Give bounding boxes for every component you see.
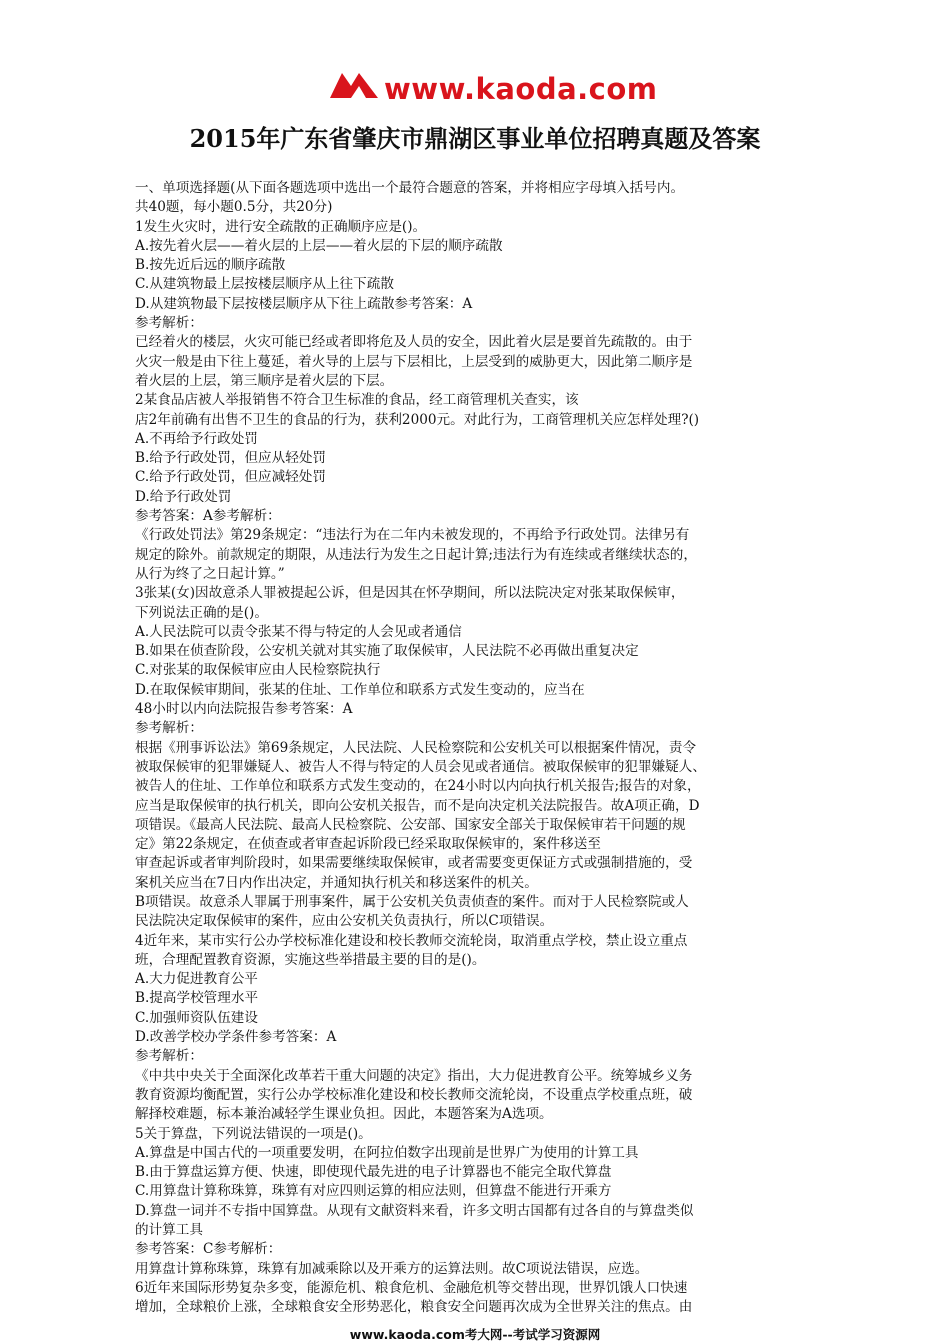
text-line: C.给予行政处罚，但应减轻处罚: [135, 469, 326, 486]
text-line: A.大力促进教育公平: [135, 971, 258, 988]
text-line: B.如果在侦查阶段，公安机关就对其实施了取保候审，人民法院不必再做出重复决定: [135, 643, 639, 660]
text-line: A.按先着火层——着火层的上层——着火层的下层的顺序疏散: [135, 237, 503, 254]
text-line: 定》第22条规定，在侦查或者审查起诉阶段已经采取取保候审的，案件移送至: [135, 836, 601, 853]
text-line: 火灾一般是由下往上蔓延，着火导的上层与下层相比，上层受到的威胁更大，因此第二顺序是: [135, 353, 693, 370]
text-line: 的计算工具: [135, 1222, 203, 1239]
text-line: 着火层的上层，第三顺序是着火层的下层。: [135, 372, 394, 389]
text-line: D.从建筑物最下层按楼层顺序从下往上疏散参考答案：A: [135, 295, 473, 312]
text-line: 教育资源均衡配置，实行公办学校标准化建设和校长教师交流轮岗，不设重点学校重点班，破: [135, 1086, 693, 1103]
text-line: 班，合理配置教育资源，实施这些举措最主要的目的是()。: [135, 951, 486, 968]
text-line: 被告人的住址、工作单位和联系方式发生变动的，在24小时以内向执行机关报告;报告的对象，: [135, 778, 701, 795]
text-line: 被取保候审的犯罪嫌疑人、被告人不得与特定的人员会见或者通信。被取保候审的犯罪嫌疑人、: [135, 758, 706, 775]
text-line: 共40题，每小题0.5分，共20分): [135, 199, 333, 216]
kaoda-logo-icon: [328, 70, 380, 100]
text-line: D.在取保候审期间，张某的住址、工作单位和联系方式发生变动的，应当在: [135, 681, 585, 698]
footer-text[interactable]: www.kaoda.com考大网--考试学习资源网: [349, 1327, 601, 1342]
text-line: D.给予行政处罚: [135, 488, 232, 505]
text-line: 参考答案：A参考解析：: [135, 508, 281, 525]
text-line: 参考答案：C参考解析：: [135, 1241, 282, 1258]
document-body: [135, 179, 827, 1318]
text-line: 店2年前确有出售不卫生的食品的行为，获利2000元。对此行为，工商管理机关应怎样处理?(): [135, 411, 700, 428]
text-line: C.对张某的取保候审应由人民检察院执行: [135, 662, 381, 679]
site-url: www.kaoda.com: [384, 72, 658, 106]
text-line: 应当是取保候审的执行机关，即向公安机关报告，而不是向决定机关法院报告。故A项正确，D: [135, 797, 700, 814]
text-line: 一、单项选择题(从下面各题选项中选出一个最符合题意的答案，并将相应字母填入括号内。: [135, 180, 685, 196]
text-line: 2某食品店被人举报销售不符合卫生标准的食品，经工商管理机关查实，该: [135, 392, 579, 409]
text-line: 增加，全球粮价上涨，全球粮食安全形势恶化，粮食安全问题再次成为全世界关注的焦点。由: [135, 1299, 693, 1316]
text-line: 1发生火灾时，进行安全疏散的正确顺序应是()。: [135, 218, 427, 235]
text-line: A.算盘是中国古代的一项重要发明，在阿拉伯数字出现前是世界广为使用的计算工具: [135, 1144, 639, 1161]
text-line: B.提高学校管理水平: [135, 990, 259, 1007]
text-line: 48小时以内向法院报告参考答案：A: [135, 701, 353, 718]
text-line: 审查起诉或者审判阶段时，如果需要继续取保候审，或者需要变更保证方式或强制措施的，受: [135, 855, 693, 872]
text-line: C.从建筑物最上层按楼层顺序从上往下疏散: [135, 276, 394, 293]
text-line: A.不再给予行政处罚: [135, 430, 258, 447]
text-line: 参考解析：: [135, 720, 203, 737]
text-line: A.人民法院可以责令张某不得与特定的人会见或者通信: [135, 623, 462, 640]
text-line: 解择校难题，标本兼治减轻学生课业负担。因此，本题答案为A选项。: [135, 1106, 553, 1123]
text-line: 用算盘计算称珠算，珠算有加减乘除以及开乘方的运算法则。故C项说法错误，应选。: [135, 1260, 649, 1277]
site-logo[interactable]: [0, 66, 950, 110]
text-line: 下列说法正确的是()。: [135, 604, 268, 621]
text-line: 规定的除外。前款规定的期限，从违法行为发生之日起计算;违法行为有连续或者继续状态的，: [135, 546, 697, 563]
text-line: 根据《刑事诉讼法》第69条规定，人民法院、人民检察院和公安机关可以根据案件情况，责令: [135, 739, 697, 756]
text-line: 《中共中央关于全面深化改革若干重大问题的决定》指出，大力促进教育公平。统筹城乡义务: [135, 1067, 693, 1084]
page-title: 2015年广东省肇庆市鼎湖区事业单位招聘真题及答案: [189, 124, 761, 153]
text-line: B.按先近后远的顺序疏散: [135, 257, 286, 274]
text-line: 已经着火的楼层，火灾可能已经或者即将危及人员的安全，因此着火层是要首先疏散的。由于: [135, 334, 693, 351]
text-line: 4近年来，某市实行公办学校标准化建设和校长教师交流轮岗，取消重点学校，禁止设立重点: [135, 932, 688, 949]
text-line: 参考解析：: [135, 315, 203, 332]
text-line: D.算盘一词并不专指中国算盘。从现有文献资料来看，许多文明古国都有过各自的与算盘类似: [135, 1202, 694, 1219]
text-line: C.用算盘计算称珠算，珠算有对应四则运算的相应法则，但算盘不能进行开乘方: [135, 1183, 612, 1200]
text-line: 《行政处罚法》第29条规定：“违法行为在二年内未被发现的，不再给予行政处罚。法律另有: [135, 527, 690, 544]
text-line: D.改善学校办学条件参考答案：A: [135, 1029, 337, 1046]
text-line: B.由于算盘运算方便、快速，即使现代最先进的电子计算器也不能完全取代算盘: [135, 1164, 612, 1181]
text-line: B.给予行政处罚，但应从轻处罚: [135, 450, 327, 467]
text-line: C.加强师资队伍建设: [135, 1009, 258, 1026]
text-line: 民法院决定取保候审的案件，应由公安机关负责执行，所以C项错误。: [135, 913, 554, 930]
text-line: 参考解析：: [135, 1048, 203, 1065]
text-line: 案机关应当在7日内作出决定，并通知执行机关和移送案件的机关。: [135, 874, 538, 891]
text-line: 6近年来国际形势复杂多变，能源危机、粮食危机、金融危机等交替出现，世界饥饿人口快速: [135, 1279, 688, 1296]
text-line: 5关于算盘，下列说法错误的一项是()。: [135, 1125, 372, 1142]
text-line: B项错误。故意杀人罪属于刑事案件，属于公安机关负责侦查的案件。而对于人民检察院或人: [135, 893, 689, 910]
text-line: 3张某(女)因故意杀人罪被提起公诉，但是因其在怀孕期间，所以法院决定对张某取保候审，: [135, 585, 685, 602]
text-line: 项错误。《最高人民法院、最高人民检察院、公安部、国家安全部关于取保候审若干问题的规: [135, 816, 686, 833]
text-line: 从行为终了之日起计算。”: [135, 565, 285, 582]
